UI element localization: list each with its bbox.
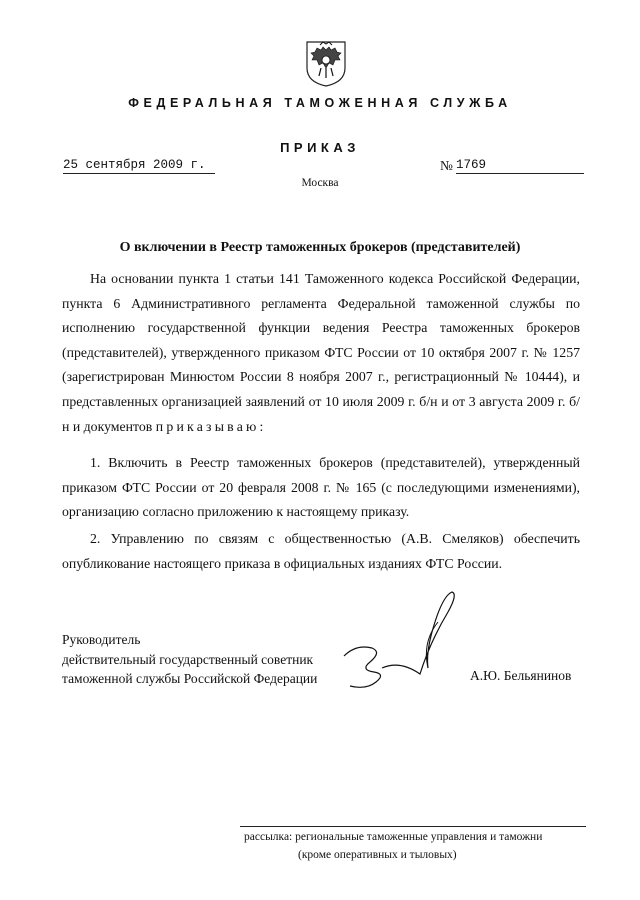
distribution-line-1: рассылка: региональные таможенные управления и таможни: [244, 831, 543, 843]
signatory-title-line-2: действительный государственный советник: [62, 651, 314, 667]
document-type: ПРИКАЗ: [280, 140, 360, 155]
signer-name: А.Ю. Бельянинов: [470, 668, 572, 683]
order-number-label: №: [440, 158, 453, 173]
distribution-list: [244, 828, 584, 864]
basis-text: На основании пункта 1 статьи 141 Таможенного кодекса Российской Федерации, пункта 6 Административного регламента Федеральной таможенной службы по исполнению государственной функции ведения Реестра таможенных брокеров (представителей), утвержденного приказом ФТС России от 10 октября 2007 г. № 1257 (зарегистрирован Минюстом России 8 ноября 2007 г., регистрационный № 10444), и представленных организацией заявлений от 10 июля 2009 г. б/н и от 3 августа 2009 г. б/н и документов: [62, 271, 580, 434]
signatory-title: [62, 630, 317, 689]
order-number: 1769: [456, 158, 584, 174]
city: Москва: [301, 177, 339, 189]
order-item-2: 2. Управлению по связям с общественностью (А.В. Смеляков) обеспечить опубликование настоящего приказа в официальных изданиях ФТС России.: [62, 531, 580, 571]
signatory-title-line-3: таможенной службы Российской Федерации: [62, 671, 318, 686]
distribution-divider: [240, 826, 586, 827]
handwritten-signature: [330, 582, 470, 692]
document-subject: О включении в Реестр таможенных брокеров (представителей): [119, 240, 521, 255]
basis-paragraph: [62, 267, 580, 439]
order-date: 25 сентября 2009 г.: [63, 158, 215, 174]
distribution-line-2: (кроме оперативных и тыловых): [298, 849, 457, 861]
signatory-title-line-1: Руководитель: [62, 632, 141, 647]
order-item-1: 1. Включить в Реестр таможенных брокеров (представителей), утвержденный приказом ФТС России от 20 февраля 2008 г. № 165 (с последующими изменениями), организацию согласно приложению к настоящему приказу.: [62, 455, 580, 520]
agency-name: ФЕДЕРАЛЬНАЯ ТАМОЖЕННАЯ СЛУЖБА: [128, 96, 512, 110]
order-word: приказываю:: [155, 418, 267, 434]
double-headed-eagle-emblem-icon: [303, 38, 349, 88]
